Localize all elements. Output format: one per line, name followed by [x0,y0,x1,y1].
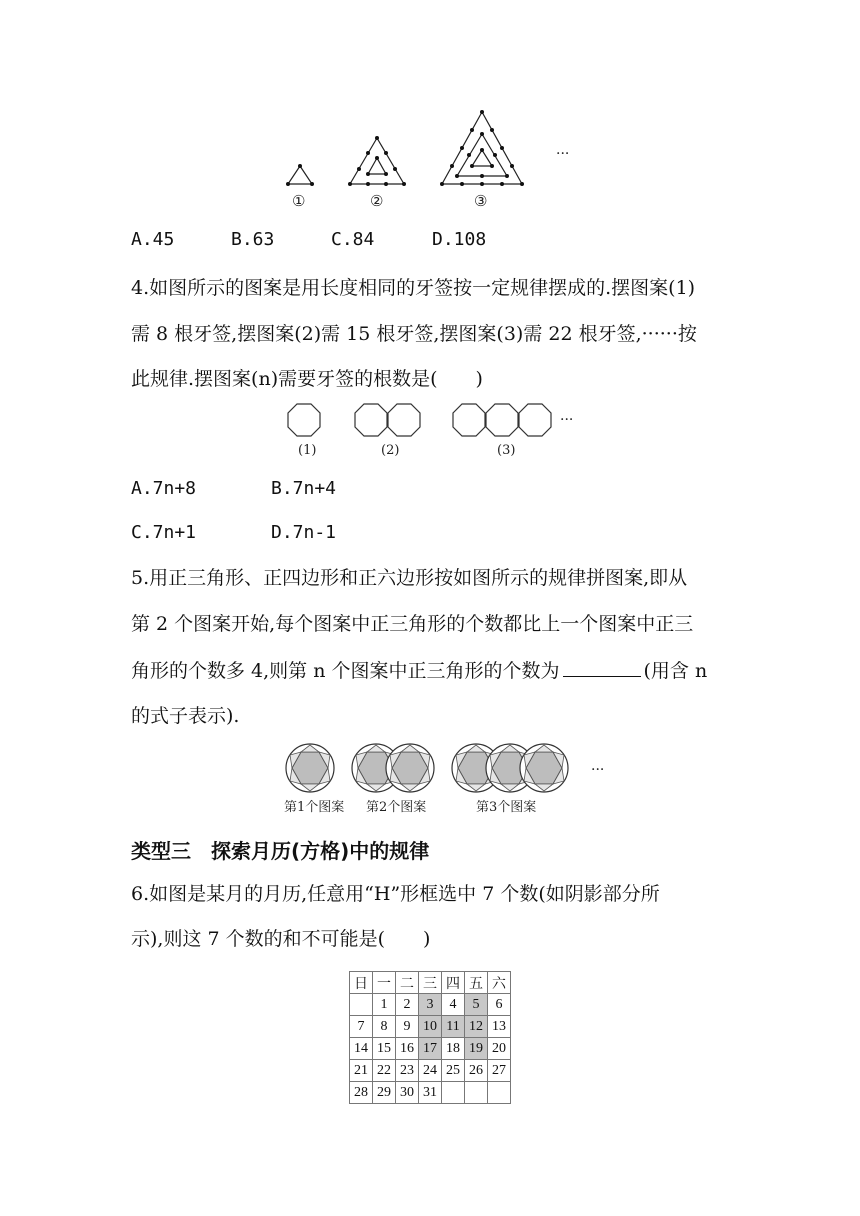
q3-figure-label-2: ② [370,192,384,210]
calendar-weekday: 三 [419,972,442,994]
calendar-header-row [350,972,511,994]
q5-tiling-figure [284,742,614,794]
calendar-day-cell [442,1082,465,1104]
q4-ellipsis: ··· [560,412,574,428]
calendar-day-cell: 7 [350,1016,373,1038]
calendar-day-cell: 24 [419,1060,442,1082]
q3-option-b: B.63 [231,229,275,250]
q5-text-line-2: 第 2 个图案开始,每个图案中正三角形的个数都比上一个图案中正三 [131,613,694,635]
calendar-day-cell: 16 [396,1038,419,1060]
calendar-day-cell: 3 [419,994,442,1016]
q3-option-d: D.108 [432,229,487,250]
calendar-day-cell: 12 [465,1016,488,1038]
q5-text-line-1: 5.用正三角形、正四边形和正六边形按如图所示的规律拼图案,即从 [131,567,688,589]
q4-option-c: C.7n+1 [131,522,197,543]
calendar-day-cell: 26 [465,1060,488,1082]
calendar-day-cell: 22 [373,1060,396,1082]
calendar-day-cell: 13 [488,1016,511,1038]
q6-text-line-1: 6.如图是某月的月历,任意用“H”形框选中 7 个数(如阴影部分所 [131,883,660,905]
calendar-day-cell: 6 [488,994,511,1016]
calendar-week-row [350,994,511,1016]
answer-blank[interactable] [563,658,641,677]
calendar-day-cell: 2 [396,994,419,1016]
calendar-day-cell: 27 [488,1060,511,1082]
calendar-weekday: 一 [373,972,396,994]
calendar-day-cell: 29 [373,1082,396,1104]
month-calendar [349,971,511,1104]
calendar-day-cell: 31 [419,1082,442,1104]
calendar-day-cell: 15 [373,1038,396,1060]
calendar-day-cell: 28 [350,1082,373,1104]
calendar-week-row [350,1082,511,1104]
q5-figure-label-2: 第2个图案 [366,800,427,815]
q4-figure-label-2: (2) [381,443,400,458]
calendar-day-cell: 11 [442,1016,465,1038]
calendar-day-cell: 10 [419,1016,442,1038]
calendar-day-cell: 5 [465,994,488,1016]
calendar-weekday: 四 [442,972,465,994]
q4-text-line-2: 需 8 根牙签,摆图案(2)需 15 根牙签,摆图案(3)需 22 根牙签,······按 [131,323,697,345]
q5-text-after-blank: (用含 n [643,660,708,682]
calendar-day-cell [488,1082,511,1104]
q3-figure-label-3: ③ [474,192,488,210]
q5-text-before-blank: 角形的个数多 4,则第 n 个图案中正三角形的个数为 [131,660,560,682]
q3-triangle-figure [280,108,580,208]
calendar-day-cell: 25 [442,1060,465,1082]
q5-text-line-3 [131,658,707,683]
q4-text-line-3: 此规律.摆图案(n)需要牙签的根数是( ) [131,368,483,390]
calendar-day-cell: 23 [396,1060,419,1082]
q4-figure-label-3: (3) [497,443,516,458]
q5-figure-label-3: 第3个图案 [476,800,537,815]
calendar-day-cell: 18 [442,1038,465,1060]
calendar-weekday: 日 [350,972,373,994]
calendar-day-cell: 14 [350,1038,373,1060]
calendar-day-cell: 30 [396,1082,419,1104]
calendar-weekday: 六 [488,972,511,994]
q3-ellipsis: ··· [556,146,570,162]
q3-figure-label-1: ① [292,192,306,210]
q3-option-c: C.84 [331,229,375,250]
calendar-week-row [350,1016,511,1038]
calendar-day-cell: 9 [396,1016,419,1038]
calendar-day-cell: 1 [373,994,396,1016]
q4-text-line-1: 4.如图所示的图案是用长度相同的牙签按一定规律摆成的.摆图案(1) [131,277,696,299]
calendar-day-cell: 4 [442,994,465,1016]
calendar-day-cell: 21 [350,1060,373,1082]
calendar-weekday: 二 [396,972,419,994]
calendar-weekday: 五 [465,972,488,994]
calendar-day-cell: 20 [488,1038,511,1060]
calendar-day-cell: 17 [419,1038,442,1060]
q5-ellipsis: ··· [591,762,605,778]
calendar-day-cell: 19 [465,1038,488,1060]
q6-text-line-2: 示),则这 7 个数的和不可能是( ) [131,928,431,950]
q5-figure-label-1: 第1个图案 [284,800,345,815]
q4-octagon-figure [286,402,556,444]
calendar-week-row [350,1060,511,1082]
calendar-day-cell [350,994,373,1016]
q4-figure-label-1: (1) [298,443,317,458]
q5-text-line-4: 的式子表示). [131,705,240,727]
section-heading: 类型三 探索月历(方格)中的规律 [131,839,430,863]
q4-option-d: D.7n-1 [271,522,337,543]
calendar-day-cell [465,1082,488,1104]
calendar-day-cell: 8 [373,1016,396,1038]
q4-option-b: B.7n+4 [271,478,337,499]
calendar-week-row [350,1038,511,1060]
q3-option-a: A.45 [131,229,175,250]
q4-option-a: A.7n+8 [131,478,197,499]
